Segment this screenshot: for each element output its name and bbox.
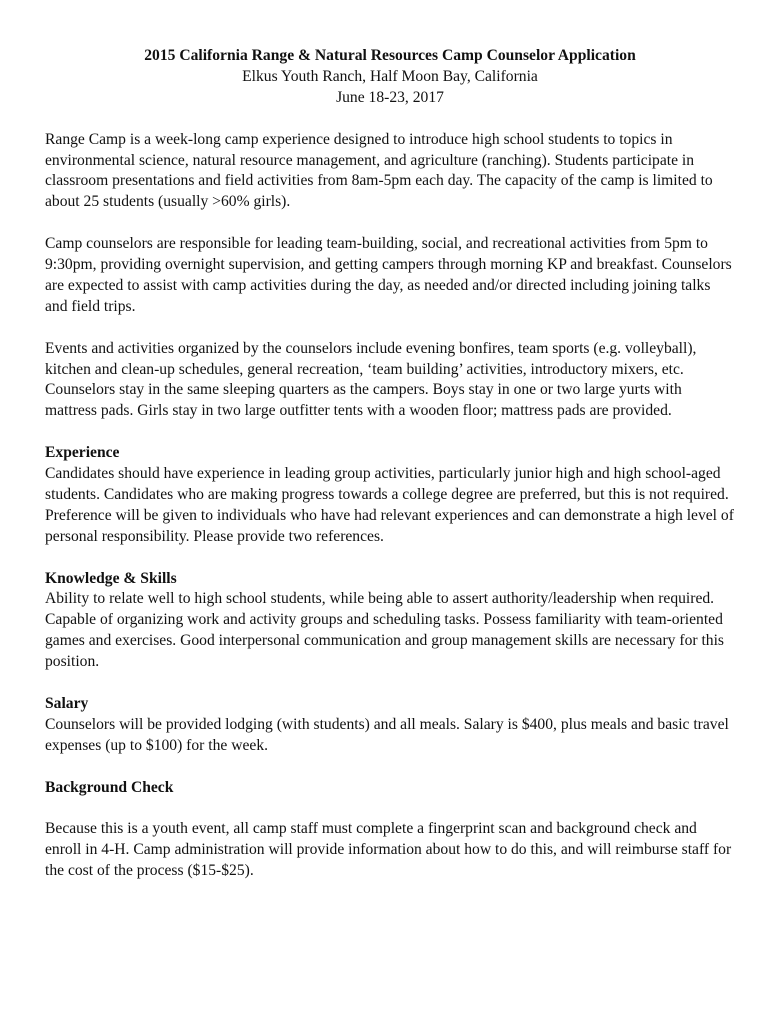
section-heading-experience: Experience — [45, 444, 120, 462]
section-salary — [45, 694, 735, 757]
section-heading-knowledge-skills: Knowledge & Skills — [45, 569, 177, 587]
section-body-salary: Counselors will be provided lodging (with students) and all meals. Salary is $400, plus meals and basic travel expenses (up to $100) for the week. — [45, 715, 729, 754]
section-heading-background-check: Background Check — [45, 778, 174, 796]
document-dates: June 18-23, 2017 — [336, 88, 444, 106]
section-heading-salary: Salary — [45, 695, 89, 712]
section-body-experience: Candidates should have experience in leading group activities, particularly junior high and high school-aged students. Candidates who are making progress towards a college degree are preferred, but this is not required. Preference will be given to individuals who have had relevant experiences and can demonstrate a high level of personal responsibility. Please provide two references. — [45, 465, 734, 545]
document-title: 2015 California Range & Natural Resources Camp Counselor Application — [144, 47, 636, 64]
section-body-background-check: Because this is a youth event, all camp staff must complete a fingerprint scan and background check and enroll in 4-H. Camp administration will provide information about how to do this, and will reimburse staff for the cost of the process ($15-$25). — [45, 820, 732, 880]
document-page — [45, 46, 735, 903]
intro-paragraph-1: Range Camp is a week-long camp experience designed to introduce high school students to topics in environmental science, natural resource management, and agriculture (ranching). Students participate in classroom presentations and field activities from 8am-5pm each day. The capacity of the camp is limited to about 25 students (usually >60% girls). — [45, 130, 713, 211]
intro-paragraph-2: Camp counselors are responsible for leading team-building, social, and recreational activities from 5pm to 9:30pm, providing overnight supervision, and getting campers through morning KP and breakfast. Counselors are expected to assist with camp activities during the day, as needed and/or directed including joining talks and field trips. — [45, 235, 732, 315]
section-background-check — [45, 778, 735, 883]
section-experience — [45, 443, 735, 548]
document-location: Elkus Youth Ranch, Half Moon Bay, California — [242, 67, 538, 85]
intro-paragraph-3: Events and activities organized by the counselors include evening bonfires, team sports (e.g. volleyball), kitchen and clean-up schedules, general recreation, ‘team building’ activities, introductory mixers, etc. Counselors stay in the same sleeping quarters as the campers. Boys stay in one or two large yurts with mattress pads. Girls stay in two large outfitter tents with a wooden floor; mattress pads are provided. — [45, 339, 697, 420]
section-body-knowledge-skills: Ability to relate well to high school students, while being able to assert authority/leadership when required. Capable of organizing work and activity groups and scheduling tasks. Possess familiarity with team-oriented games and exercises. Good interpersonal communication and group management skills are necessary for this position. — [45, 590, 724, 671]
document-header — [45, 46, 735, 109]
section-knowledge-skills — [45, 569, 735, 674]
